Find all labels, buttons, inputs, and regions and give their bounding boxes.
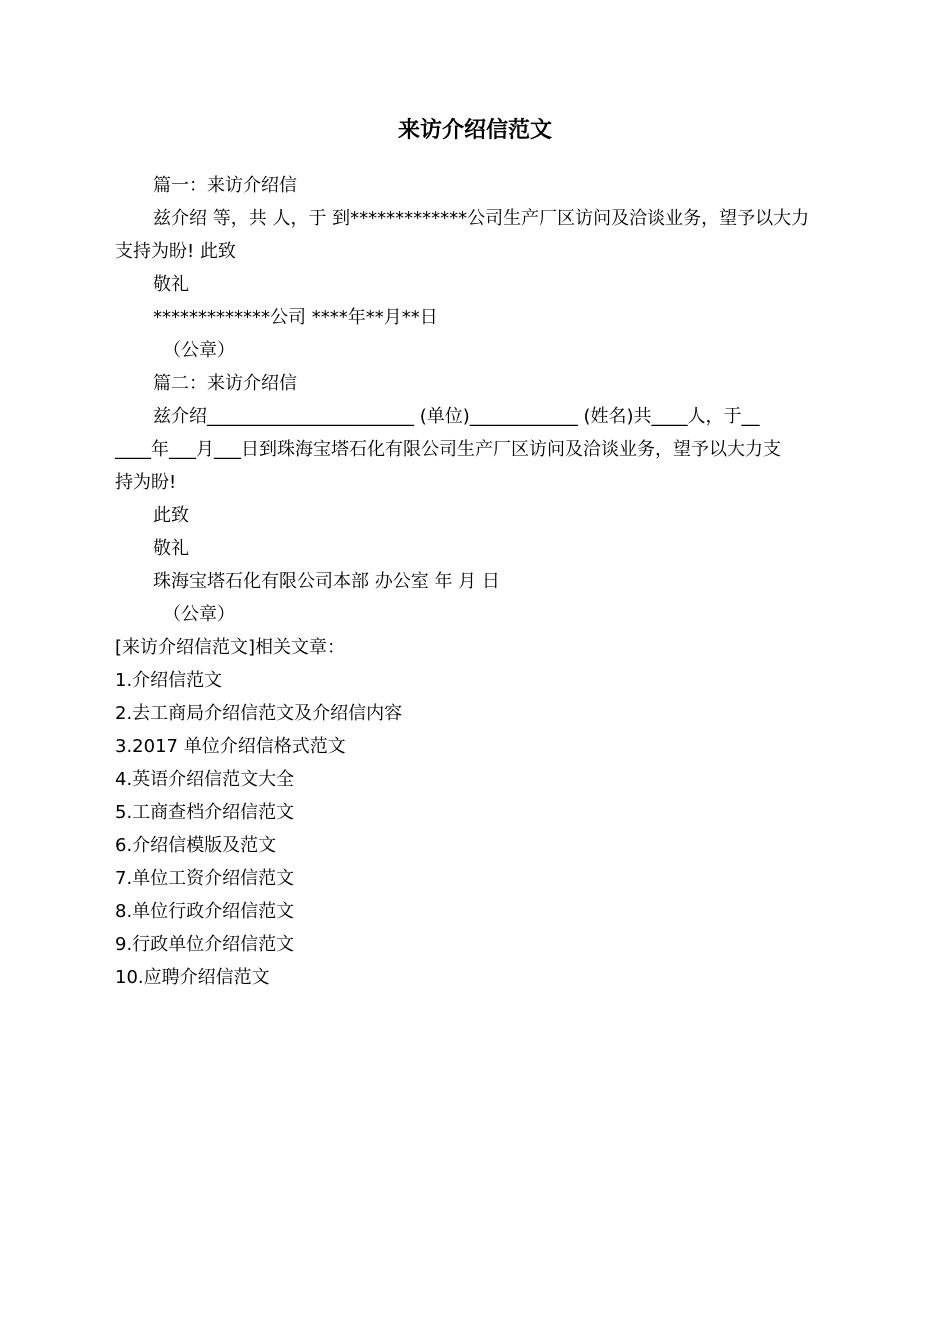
part1-body-line: 兹介绍 等，共 人，于 到*************公司生产厂区访问及洽谈业务，望予以大力: [153, 208, 810, 229]
related-article-link[interactable]: 7.单位工资介绍信范文: [115, 868, 295, 889]
part1-seal: （公章）: [163, 340, 235, 361]
related-article-link[interactable]: 8.单位行政介绍信范文: [115, 901, 295, 922]
related-article-link[interactable]: 2.去工商局介绍信范文及介绍信内容: [115, 703, 403, 724]
part2-body-line: 持为盼!: [115, 472, 177, 493]
part1-heading: 篇一：来访介绍信: [153, 175, 297, 196]
part1-signature: *************公司 ****年**月**日: [153, 307, 438, 328]
part2-seal: （公章）: [163, 604, 235, 625]
related-article-link[interactable]: 6.介绍信模版及范文: [115, 835, 277, 856]
related-article-link[interactable]: 3.2017 单位介绍信格式范文: [115, 736, 346, 757]
related-article-link[interactable]: 5.工商查档介绍信范文: [115, 802, 295, 823]
part2-body-line: 兹介绍_______________________ (单位)____________ (姓名)共____人，于__: [153, 406, 760, 427]
related-article-link[interactable]: 4.英语介绍信范文大全: [115, 769, 295, 790]
part2-salutation: 敬礼: [153, 538, 189, 559]
part2-heading: 篇二：来访介绍信: [153, 373, 297, 394]
part1-salutation: 敬礼: [153, 274, 189, 295]
document-title: 来访介绍信范文: [397, 118, 552, 143]
part2-body-line: ____年___月___日到珠海宝塔石化有限公司生产厂区访问及洽谈业务，望予以大力支: [115, 439, 781, 460]
part2-signature: 珠海宝塔石化有限公司本部 办公室 年 月 日: [153, 571, 500, 592]
part1-body-line: 支持为盼! 此致: [115, 241, 236, 262]
related-article-link[interactable]: 10.应聘介绍信范文: [115, 967, 270, 988]
related-article-link[interactable]: 1.介绍信范文: [115, 670, 223, 691]
related-articles-heading: [来访介绍信范文]相关文章：: [115, 637, 346, 658]
related-article-link[interactable]: 9.行政单位介绍信范文: [115, 934, 295, 955]
part2-closing: 此致: [153, 505, 189, 526]
